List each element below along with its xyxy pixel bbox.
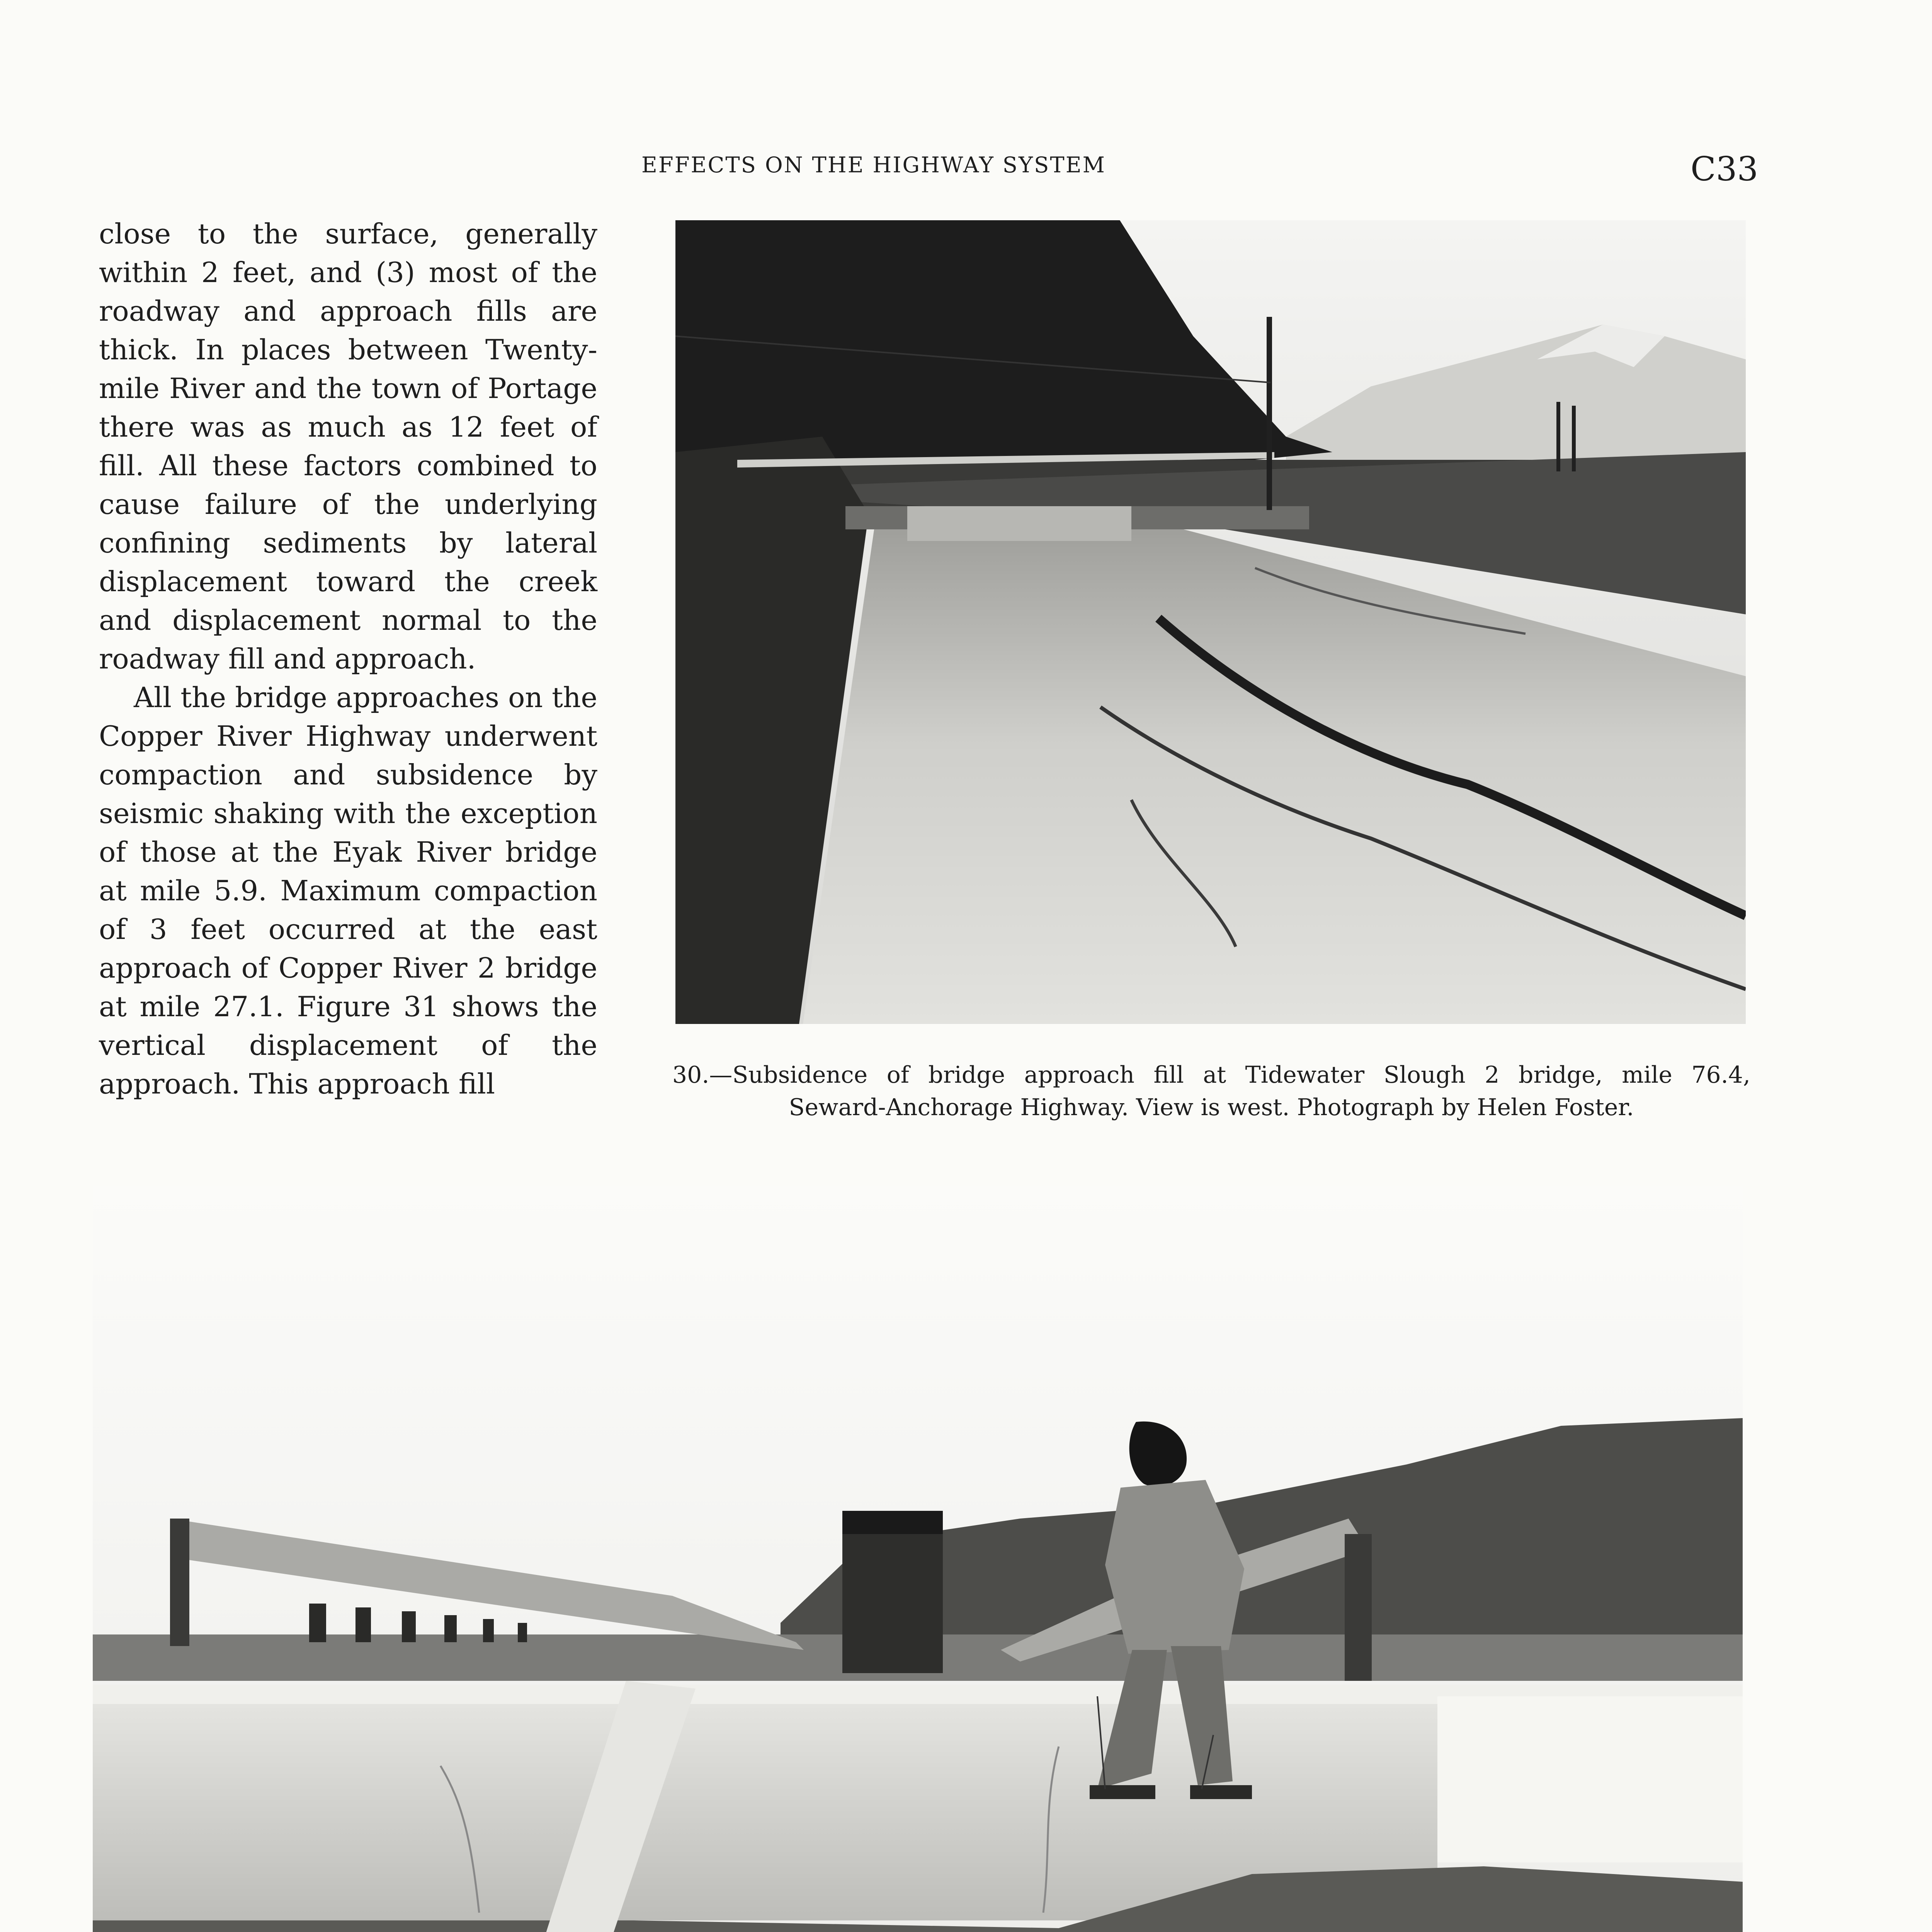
figure-31-photo	[93, 1186, 1743, 1932]
figure-30-caption	[672, 1059, 1750, 1124]
figure-30-photo	[675, 220, 1746, 1024]
page-number: C33	[1690, 150, 1759, 189]
figure-31-photo-illustration	[93, 1186, 1743, 1932]
running-head: EFFECTS ON THE HIGHWAY SYSTEM	[641, 153, 1106, 178]
body-paragraph: close to the surface, generally within 2 feet, and (3) most of the roadway and approach fills are thick. In places between Twenty-mile River and the town of Portage there was as much as 12 feet of fill. All these factors combined to cause failure of the underlying confining sediments by lateral displacement toward the creek and displacement normal to the roadway fill and approach.	[99, 218, 597, 675]
figure-30-caption-line: 30.—Subsidence of bridge approach fill at Tidewater Slough 2 bridge, mile 76.4,	[672, 1061, 1750, 1088]
body-paragraph: All the bridge approaches on the Copper River Highway underwent compaction and subsidence by seismic shaking with the exception of those at the Eyak River bridge at mile 5.9. Maximum compaction of 3 feet occurred at the east approach of Copper River 2 bridge at mile 27.1. Figure 31 shows the vertical displacement of the approach. This approach fill	[99, 681, 597, 1100]
figure-30-photo-illustration	[675, 220, 1746, 1024]
body-text-column	[99, 214, 597, 1103]
figure-30-caption-line: Seward-Anchorage Highway. View is west. Photograph by Helen Foster.	[789, 1094, 1634, 1121]
